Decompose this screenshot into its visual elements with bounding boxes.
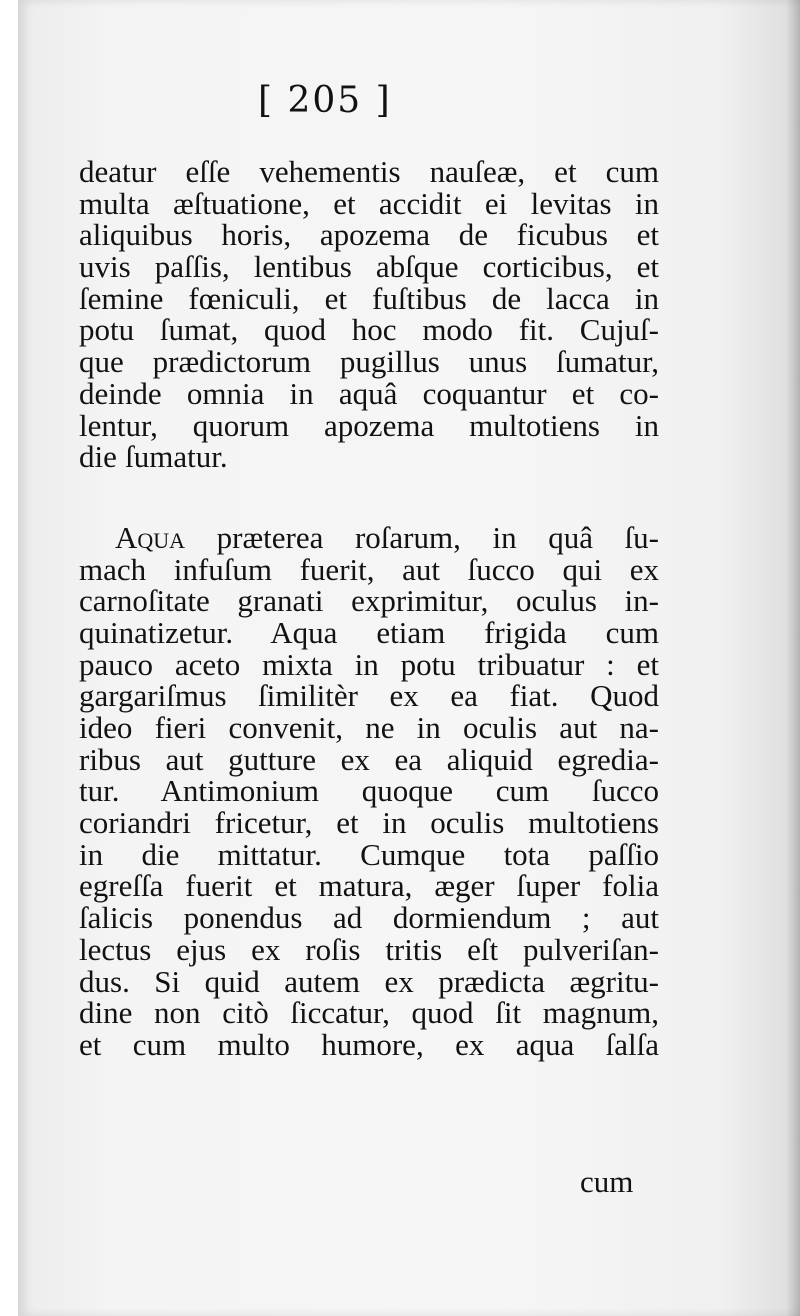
paragraph-1 [79, 156, 659, 473]
paragraph-2 [79, 519, 659, 1062]
text-line: que prædictorum pugillus unus ſumatur, [79, 344, 659, 380]
page-edge-shadow [786, 0, 800, 1316]
text-line: lectus ejus ex roſis tritis eſt pulveriſan- [79, 931, 659, 967]
text-line: tur. Antimonium quoque cum ſucco [79, 773, 659, 809]
text-line: uvis paſſis, lentibus abſque corticibus, et [79, 249, 659, 285]
text-line: ribus aut gutture ex ea aliquid egredia- [79, 741, 659, 777]
first-line-rest: præterea roſarum, in quâ ſu- [185, 519, 659, 555]
body-text [79, 156, 659, 1061]
text-line: quinatizetur. Aqua etiam frigida cum [79, 614, 659, 650]
text-line: deatur eſſe vehementis nauſeæ, et cum [79, 154, 659, 189]
text-line: ſemine fœniculi, et fuſtibus de lacca in [79, 280, 659, 316]
text-line-first [79, 519, 659, 555]
text-line: multa æſtuatione, et accidit ei levitas in [79, 185, 659, 221]
text-line: ideo fieri convenit, ne in oculis aut na- [79, 710, 659, 745]
text-line: die ſumatur. [79, 439, 228, 475]
text-line: potu ſumat, quod hoc modo fit. Cujuſ- [79, 312, 659, 348]
text-line: dine non citò ſiccatur, quod ſit magnum, [79, 995, 659, 1031]
text-line: egreſſa fuerit et matura, æger ſuper folia [79, 868, 659, 904]
text-line: et cum multo humore, ex aqua ſalſa [79, 1026, 659, 1062]
text-line: dus. Si quid autem ex prædicta ægritu- [79, 963, 659, 999]
text-line: mach infuſum fuerit, aut ſucco qui ex [79, 551, 659, 587]
page-number: [ 205 ] [258, 80, 392, 121]
text-line: pauco aceto mixta in potu tribuatur : et [79, 646, 659, 682]
text-line: gargariſmus ſimilitèr ex ea fiat. Quod [79, 678, 659, 714]
text-line: aliquibus horis, apozema de ficubus et [79, 217, 659, 253]
text-line: in die mittatur. Cumque tota paſſio [79, 836, 659, 872]
text-line: coriandri fricetur, et in oculis multotiens [79, 805, 659, 841]
catchword: cum [580, 1164, 634, 1199]
text-line: carnoſitate granati exprimitur, oculus in- [79, 583, 659, 619]
paragraph-gap [79, 473, 659, 522]
text-line: deinde omnia in aquâ coquantur et co- [79, 375, 659, 411]
text-line: ſalicis ponendus ad dormiendum ; aut [79, 900, 659, 936]
smallcaps-lead: Aqua [115, 519, 186, 555]
text-line: lentur, quorum apozema multotiens in [79, 407, 659, 443]
